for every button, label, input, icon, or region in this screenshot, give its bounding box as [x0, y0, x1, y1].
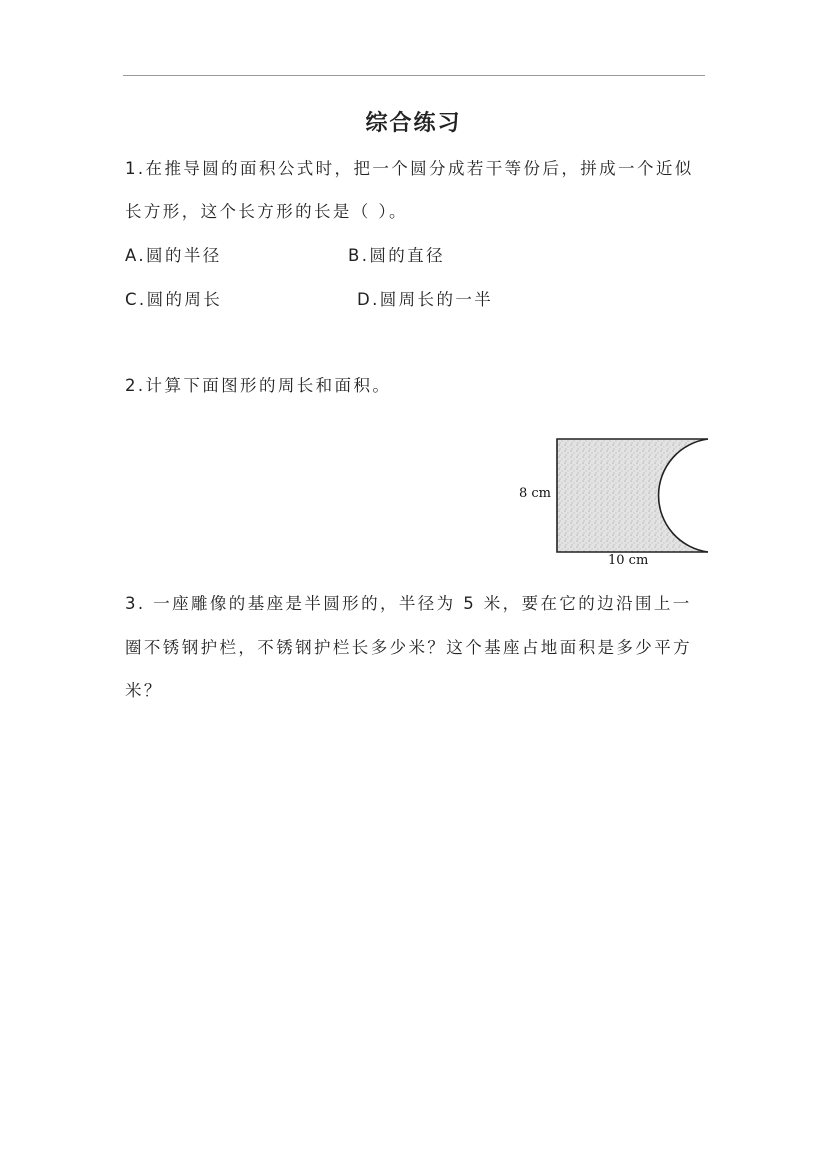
question-3-text-line-2: 圈不锈钢护栏，不锈钢护栏长多少米？这个基座占地面积是多少平方	[125, 638, 692, 657]
header-rule	[123, 75, 705, 76]
question-1-text-line-2: 长方形，这个长方形的长是（ ）。	[125, 202, 408, 221]
question-3-text-line-3: 米？	[125, 681, 163, 700]
question-1-option-a: A.圆的半径	[125, 246, 222, 265]
question-1-option-b: B.圆的直径	[348, 246, 445, 265]
height-label: 8 cm	[519, 486, 552, 501]
width-label: 10 cm	[608, 553, 649, 568]
question-2-text: 2.计算下面图形的周长和面积。	[125, 376, 392, 395]
question-1-option-d: D.圆周长的一半	[357, 290, 494, 309]
question-1-option-c: C.圆的周长	[125, 290, 223, 309]
rectangle-with-semicircle-cutout	[510, 432, 715, 572]
question-1-text-line-1: 1.在推导圆的面积公式时，把一个圆分成若干等份后，拼成一个近似	[125, 159, 694, 178]
geometry-figure	[510, 432, 715, 572]
question-3-text-line-1: 3. 一座雕像的基座是半圆形的，半径为 5 米，要在它的边沿围上一	[125, 594, 692, 613]
page-title: 综合练习	[365, 110, 462, 136]
shaded-region	[557, 439, 708, 552]
